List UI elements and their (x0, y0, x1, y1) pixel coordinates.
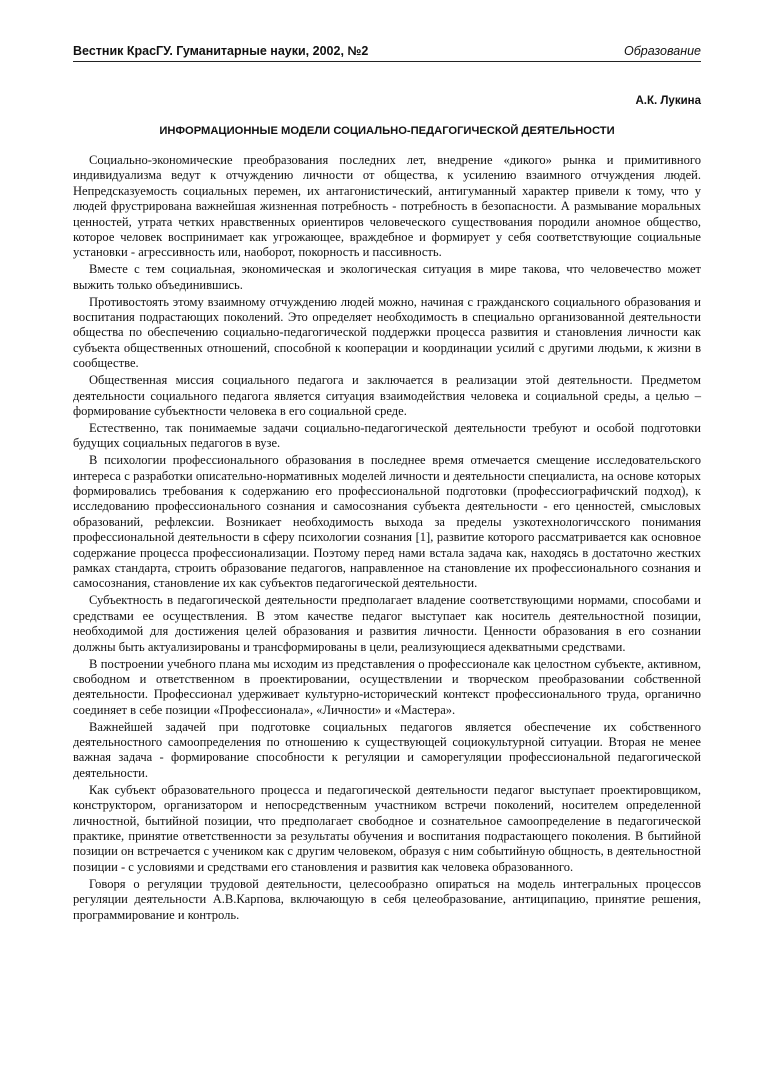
paragraph: Естественно, так понимаемые задачи социально-педагогической деятельности требуют и особой подготовки будущих социальных педагогов в вузе. (73, 420, 701, 451)
paragraph: Общественная миссия социального педагога и заключается в реализации этой деятельности. Предметом деятельности социального педагога является ситуация взаимодействия человека и социальной среды, а целью – формирование субъектности человека в его социальной среде. (73, 373, 701, 418)
running-header (73, 44, 701, 62)
paragraph: В построении учебного плана мы исходим из представления о профессионале как целостном субъекте, активном, свободном и ответственном в проектировании, осуществлении и творческом преобразовании собственной деятельности. Профессионал удерживает культурно-исторический контекст профессионального труда, органично соединяет в себе позиции «Профессионала», «Личности» и «Мастера». (73, 656, 701, 717)
article-title: ИНФОРМАЦИОННЫЕ МОДЕЛИ СОЦИАЛЬНО-ПЕДАГОГИЧЕСКОЙ ДЕЯТЕЛЬНОСТИ (159, 125, 615, 137)
paragraph: Противостоять этому взаимному отчуждению людей можно, начиная с гражданского социального образования и воспитания подрастающих поколений. Это определяет необходимость в специально организованной деятельности общества по обеспечению социально-педагогической поддержки процесса развития и становления личности как субъекта общественных отношений, способной к кооперации и координации усилий с другими людьми, к жизни в сообществе. (73, 294, 701, 371)
journal-title: Вестник КрасГУ. Гуманитарные науки, 2002, №2 (73, 44, 369, 58)
section-name: Образование (624, 44, 701, 58)
article-author: А.К. Лукина (635, 95, 701, 107)
paragraph: Социально-экономические преобразования последних лет, внедрение «дикого» рынка и примитивного индивидуализма ведут к отчуждению личности от общества, к усилению взаимного отчуждения людей. Непредсказуемость социальных перемен, их антагонистический, антигуманный характер привели к тому, что у людей фрустрирована важнейшая жизненная потребность - потребность в безопасности. А размывание моральных ценностей, утрата четких нравственных ориентиров человеческого существования породили аномное общество, которое человек воспринимает как угрожающее, враждебное и формирует у себя соответствующие социальные установки - агрессивность или, наоборот, покорность и пассивность. (73, 153, 701, 260)
article-body (73, 153, 701, 923)
paragraph: Субъектность в педагогической деятельности предполагает владение соответствующими нормами, способами и средствами ее осуществления. В этом качестве педагог выступает как носитель деятельностной позиции, необходимой для достижения целей образования и развития личности. Ценности образования в его сознании должны быть актуализированы и трансформированы в цели, реализующиеся адекватными средствами. (73, 593, 701, 654)
paragraph: Как субъект образовательного процесса и педагогической деятельности педагог выступает проектировщиком, конструктором, организатором и непосредственным участником встречи поколений, носителем определенной личностной, бытийной позиции, что предполагает свободное и сознательное самоопределение в педагогической практике, принятие ответственности за результаты обучения и воспитания подрастающего поколения. В бытийной позиции он встречается с учеником как с другим человеком, образуя с ним событийную общность, в деятельностной позиции - с условиями и средствами его становления и развития как человека образованного. (73, 782, 701, 874)
paragraph: Вместе с тем социальная, экономическая и экологическая ситуация в мире такова, что человечество может выжить только объединившись. (73, 262, 701, 292)
journal-page (73, 44, 701, 924)
paragraph: В психологии профессионального образования в последнее время отмечается смещение исследовательского интереса с разработки описательно-нормативных моделей личности и деятельности специалиста, на основе которых формировались требования к содержанию его профессиональной подготовки (профессиографичcкий подход), к исследованию профессионального сознания и самосознания субъекта деятельности - его ценностей, смысловых образований, рефлексии. Возникает необходимость выхода за пределы узкотехнологичcского понимания профессиональной деятельности в сферу психологии сознания [1], развитие которого рассматривается как основное содержание процесса профессионализации. Поэтому перед нами встала задача как, находясь в достаточно жестких рамках стандарта, строить образование педагогов, направленное на становление их профессионального сознания и самосознания, становление их как субъектов педагогической деятельности. (73, 453, 701, 591)
paragraph: Говоря о регуляции трудовой деятельности, целесообразно опираться на модель интегральных процессов регуляции деятельности А.В.Карпова, включающую в себя целеобразование, антиципацию, принятие решения, программирование и контроль. (73, 876, 701, 922)
paragraph: Важнейшей задачей при подготовке социальных педагогов является обеспечение их собственного деятельностного самоопределения по отношению к существующей социокультурной ситуации. Вторая не менее важная задача - формирование способности к регуляции и саморегуляции профессиональной педагогической деятельности. (73, 719, 701, 780)
